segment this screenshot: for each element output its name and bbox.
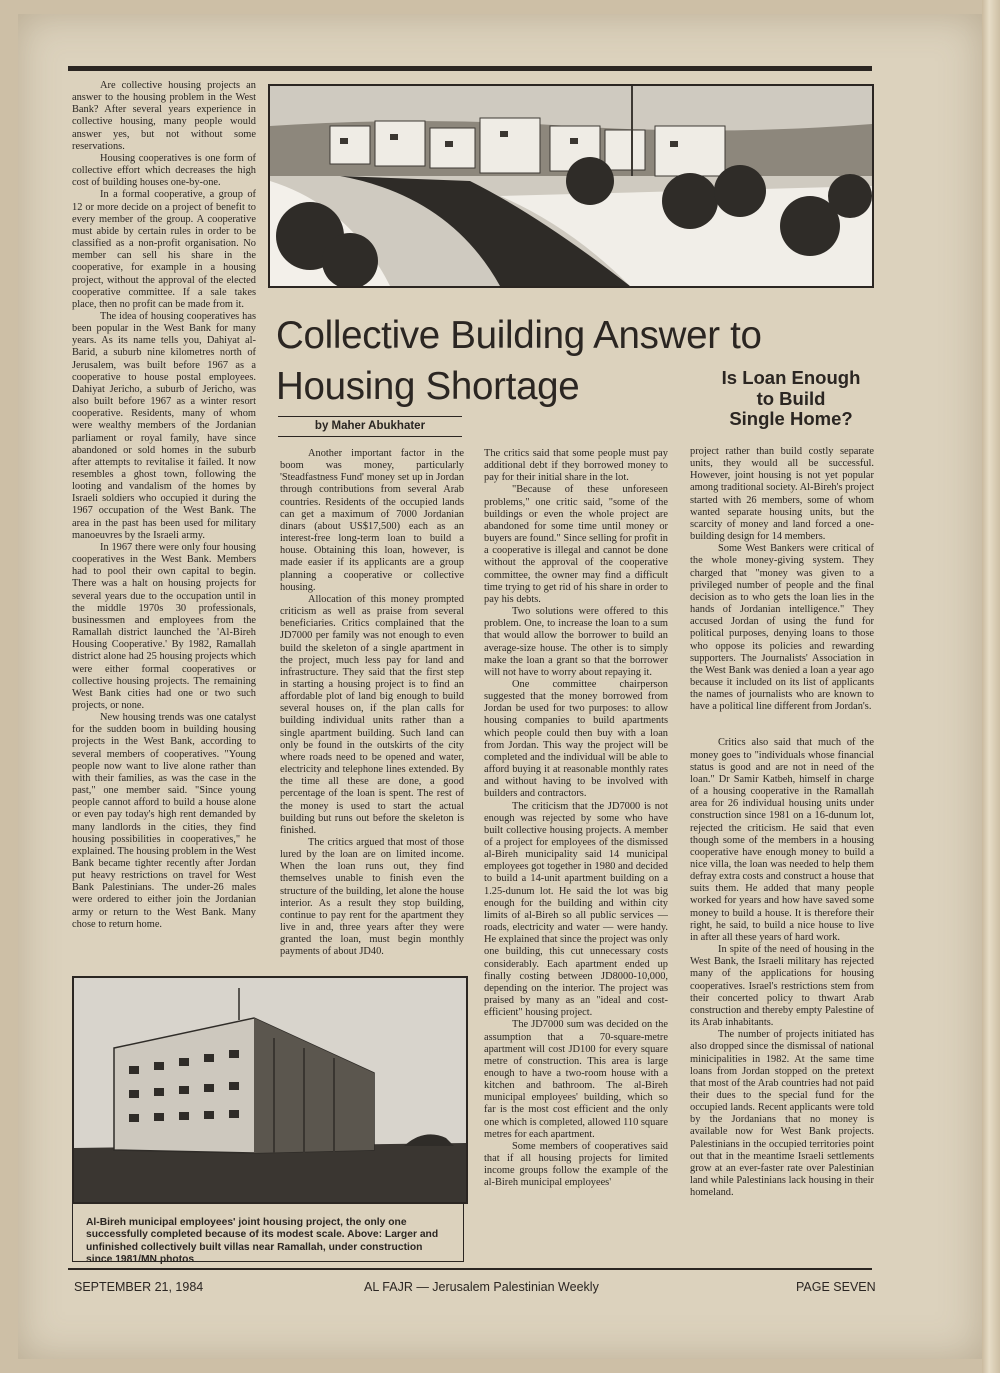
footer-date: SEPTEMBER 21, 1984 <box>74 1280 204 1294</box>
paragraph: The critics said that some people must pay additional debt if they borrowed money to pay for their initial share in the lot. <box>484 448 668 484</box>
paragraph: Critics also said that much of the money goes to "individuals whose financial status is good and are not in need of the loan." Dr Samir Katbeh, himself in charge of a housing cooperative in the Ramallah area for 26 individual housing units under construction since 1981 on a 16-dunum lot, rejected the criticism. He said that even though some of the members in a housing cooperative have enough money to build a nice villa, the loan was needed to help them defray extra costs and construct a house that suits them. He added that many people worked for years and how have saved some money to build a house. It is therefore their right, he said, to build a nice house to live in after all these years of hard work. <box>690 737 874 943</box>
paragraph: Some West Bankers were critical of the whole money-giving system. They charged that "money was given to a privileged number of people and the final decision as to who gets the loan lies in the hands of Jordanian intelligence." They accused Jordan of using the fund for political purposes, denying loans to those who oppose its policies and rewarding supporters. The Journalists' Association in the West Bank was denied a loan a year ago because it included on its list of applicants the names of journalists who are known to have a political line different from Jordan's. <box>690 543 874 713</box>
headline-line-1: Collective Building Answer to <box>276 314 762 357</box>
paragraph: Some members of cooperatives said that if all housing projects for limited income groups follow the example of the al-Bireh municipal employees' <box>484 1140 668 1189</box>
photo-houses-svg <box>270 86 872 286</box>
paragraph: Two solutions were offered to this problem. One, to increase the loan to a sum that would allow the borrower to build an average-size house. The other is to simply make the loan a grant so that the borrower will not have to worry about repaying it. <box>484 606 668 678</box>
paragraph: Are collective housing projects an answer to the housing problem in the West Bank? After several years experience in collective housing, many people would answer yes, but not without some reservations. <box>72 80 256 152</box>
article-column-3 <box>484 448 668 1260</box>
photo-caption: Al-Bireh municipal employees' joint housing project, the only one successfully completed because of its modest scale. Above: Larger and unfinished collectively built villas near Ramallah, under construction since 1981/MN photos <box>86 1217 439 1266</box>
paragraph: The JD7000 sum was decided on the assumption that a 70-square-metre apartment will cost JD100 for every square metre of construction. This area is large enough to have a two-room house with a kitchen and bathroom. The al-Bireh municipal employees' building, which so far is the most cost efficient and the only one which is completed, allowed 110 square metres for each apartment. <box>484 1019 668 1140</box>
paragraph: Housing cooperatives is one form of collective effort which decreases the high cost of building houses one-by-one. <box>72 152 256 189</box>
subhead-line-3: Single Home? <box>729 408 853 429</box>
photo-houses-on-hill-icon <box>268 84 874 288</box>
paragraph: Allocation of this money prompted criticism as well as praise from several beneficiaries. Critics complained that the JD7000 per family was not enough to even build the skeleton of a single apartment in the project, much less pay for land and infrastructure. They said that the first step in starting a housing project is to find an affordable plot of land big enough to build several houses on, if the plan calls for building individual units rather than a single apartment building. Such land can only be found in the outskirts of the city where roads need to be opened and water, electricity and telephone lines extended. By the time all these are done, a good percentage of the loan is spent. The rest of the money is used to start the actual building but runs out before the skeleton is finished. <box>280 593 464 836</box>
paragraph: "Because of these unforeseen problems," one critic said, "some of the buildings or even the whole project are abandoned for some time until money or buyers are found." Since selling for profit in a cooperative is illegal and cannot be done without the approval of the cooperative committee, the owner may find a difficult time trying to get rid of his share in order to pay his debts. <box>484 484 668 605</box>
article-column-1 <box>72 80 256 974</box>
paragraph: New housing trends was one catalyst for the sudden boom in building housing projects in the West Bank, according to several members of cooperatives. "Young people now want to live alone rather than with their families, as was the case in the past," one member said. "Since young people cannot afford to build a house alone or even pay today's high rent demanded by many landlords in the cities, they find housing possibilities in cooperatives," he explained. The housing problem in the West Bank became tighter recently after Jordan put heavy restrictions on travel for West Bank Palestinians. The under-26 males were ordered to either join the Jordanian army or return to the West Bank. Many chose to return home. <box>72 712 256 930</box>
paper-edge <box>982 0 1000 1373</box>
paragraph: The critics argued that most of those lured by the loan are on limited income. When the loan runs out, they find themselves unable to finish even the structure of the building, let alone the house interior. As a result they stop building, continue to pay rent for the apartment they live in and, three years after they were granted the loan, must begin monthly payments of about JD40. <box>280 837 464 958</box>
byline-rule-bottom <box>278 436 462 437</box>
paragraph: The idea of housing cooperatives has been popular in the West Bank for many years. As its name tells you, Dahiyat al-Barid, a suburb nine kilometres north of Jerusalem, was built before 1967 as a cooperative to house postal employees. Dahiyat Jericho, a suburb of Jericho, was also built before 1967 as a winter resort cooperative. Residents, many of whom were wealthy members of the Jordanian parliament or royal family, have since abandoned or sold homes in the suburb after attempts to revitalise it failed. It now resembles a ghost town, following the looting and vandalism of the homes by Israeli soldiers who occupied it during the 1967 occupation of the West Bank. The area in the past has been used for military manoeuvres by the Israeli army. <box>72 310 256 541</box>
paragraph: project rather than build costly separate units, they would all be successful. However, joint housing is not yet popular among traditional society. Al-Bireh's project started with 26 members, some of whom wanted separate housing units, but the scarcity of money and land forced a one-building design for 14 members. <box>690 446 874 543</box>
subhead-line-1: Is Loan Enough <box>721 367 861 388</box>
paragraph: In a formal cooperative, a group of 12 or more decide on a project of benefit to every member of the group. A cooperative must abide by certain rules in order to be classified as a non-profit organisation. No member can sell his share in the cooperative, for example in a housing project, without the approval of the elected cooperative committee. If a sale takes place, then no profit can be made from it. <box>72 189 256 310</box>
subheadline <box>706 368 876 430</box>
article-column-2 <box>280 448 464 973</box>
paragraph: Another important factor in the boom was money, particularly 'Steadfastness Fund' money set up in Jordan through contributions from several Arab countries. Residents of the occupied lands can get a maximum of 7000 Jordanian dinars (about US$17,500) each as an interest-free long-term loan to build a house. Obtaining this loan, however, is made easier if its applicants are a group planning a cooperative or collective housing. <box>280 448 464 593</box>
top-rule <box>68 66 872 71</box>
paragraph: In spite of the need of housing in the West Bank, the Israeli military has rejected many of the applications for housing cooperatives. Israel's restrictions stem from their concerted policy to thwart Arab construction and thereby empty Palestine of its Arab inhabitants. <box>690 944 874 1029</box>
headline-line-2: Housing Shortage <box>276 365 580 408</box>
photo-apartment-building-icon <box>72 976 468 1204</box>
paragraph: One committee chairperson suggested that the money borrowed from Jordan be used for two purposes: to allow housing companies to build apartments which people could then buy with a loan from Jordan. This way the project will be completed and the individual will be able to afford buying it at reasonable monthly rates and without having to be involved with builders and contractors. <box>484 678 668 800</box>
paragraph: The number of projects initiated has also dropped since the dismissal of national minicipalities in 1982. At the same time loans from Jordan stopped on the pretext that most of the Arab countries had not paid their dues to the special fund for the occupied lands. Recent applicants were told by the Jordanians that no money is available now for West Bank projects. Palestinians in the occupied territories point out that in the meantime Israeli settlements grow at an ever-faster rate over Palestinian land while Palestinians lack housing in their homeland. <box>690 1029 874 1199</box>
bottom-rule <box>68 1268 872 1270</box>
subhead-line-2: to Build <box>756 387 826 409</box>
byline: by Maher Abukhater <box>314 420 426 432</box>
paragraph: The criticism that the JD7000 is not enough was rejected by some who have built collective housing projects. A member of a project for employees of the dismissed al-Bireh municipality said 14 municipal employees got together in 1980 and decided to build a 14-unit apartment building on a 1.25-dunum lot. He said the lot was big enough for the building and within city limits of al-Bireh so all public services — roads, electricity and water — were handy. He explained that since the project was only one building, this cut unnecessary costs considerably. Each apartment ended up finally costing between JD8000-10,000, depending on the interior. The project was praised by many as an "ideal and cost-efficient" housing project. <box>484 800 668 1019</box>
byline-rule-top <box>278 416 462 417</box>
footer-page-number: PAGE SEVEN <box>796 1280 876 1294</box>
footer-publication: AL FAJR — Jerusalem Palestinian Weekly <box>364 1280 599 1294</box>
paragraph: In 1967 there were only four housing cooperatives in the West Bank. Members had to pool their own capital to begin. There was a halt on housing projects for several years due to the occupation until in the middle 1970s 30 professionals, businessmen and employees from the Ramallah district launched the 'Al-Bireh Housing Cooperative.' By 1982, Ramallah district alone had 25 housing projects which were either formal cooperatives or collective housing projects. The remaining West Bank cities had one or two such projects, or none. <box>72 541 256 711</box>
photo-building-svg <box>74 978 466 1202</box>
article-column-4 <box>690 446 874 1260</box>
